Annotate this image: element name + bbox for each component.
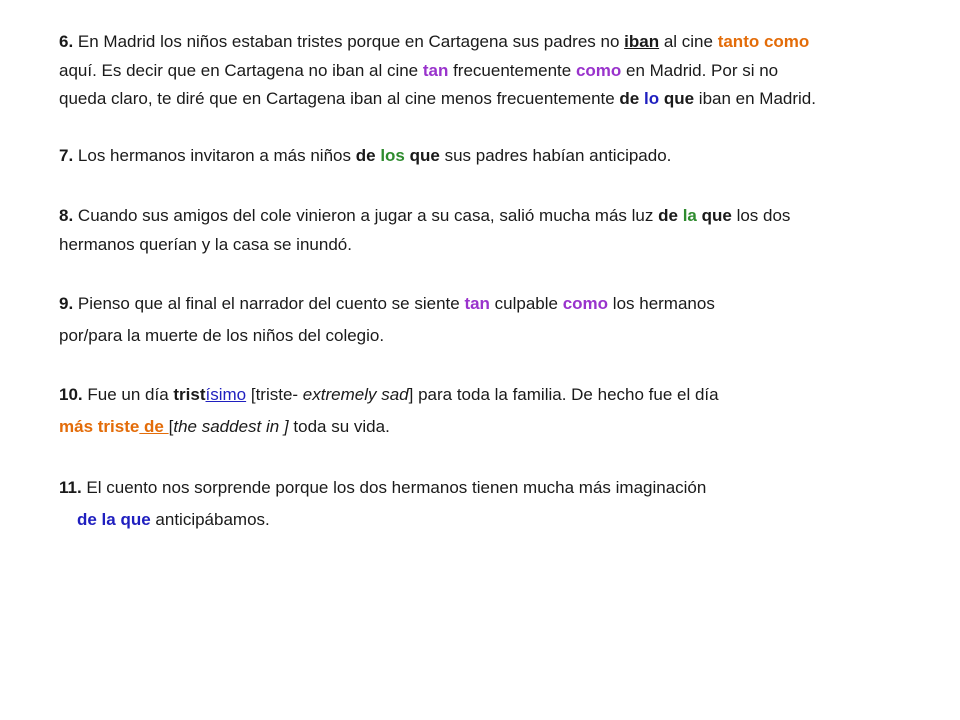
text: Los hermanos invitaron a más niños — [73, 146, 356, 165]
keyword-de: de — [139, 416, 169, 436]
item-number: 10. — [59, 385, 83, 404]
keyword-como: como — [575, 60, 622, 80]
keyword-que: que — [409, 146, 440, 165]
paragraph-7-line-1 — [59, 142, 939, 171]
text: Fue un día — [82, 385, 174, 404]
item-number: 9. — [59, 294, 74, 313]
item-number: 6. — [59, 32, 74, 51]
keyword-la: la — [682, 206, 697, 225]
paragraph-8-line-1 — [59, 202, 939, 231]
keyword-como: como — [562, 294, 609, 313]
paragraph-9-line-1 — [59, 290, 939, 319]
text: [ — [168, 416, 174, 436]
text: Pienso que al final el narrador del cuento se siente — [73, 294, 465, 313]
text: queda claro, te diré que en Cartagena iban al cine menos frecuentemente — [59, 89, 620, 108]
keyword-tan: tan — [422, 60, 449, 80]
text: en Madrid. Por si no — [621, 60, 779, 80]
text: sus padres habían anticipado. — [439, 146, 672, 165]
paragraph-8-line-2: hermanos querían y la casa se inundó. — [59, 234, 352, 254]
item-number: 7. — [59, 146, 74, 165]
paragraph-6-line-1 — [59, 28, 939, 57]
text: ] para toda la familia. De hecho fue el día — [408, 385, 719, 404]
paragraph-9 — [59, 290, 939, 350]
paragraph-11-line-1 — [59, 474, 939, 503]
keyword-los: los — [380, 146, 405, 165]
paragraph-10 — [59, 381, 939, 441]
keyword-de: de — [355, 146, 376, 165]
text: [triste- — [246, 385, 303, 404]
paragraph-9-line-2: por/para la muerte de los niños del colegio. — [59, 325, 385, 345]
text: los hermanos — [608, 294, 715, 313]
gloss-the-saddest-in: the saddest in ] — [173, 416, 289, 436]
text: Cuando sus amigos del cole vinieron a jugar a su casa, salió mucha más luz — [73, 206, 659, 225]
keyword-isimo: ísimo — [205, 385, 247, 404]
text: En Madrid los niños estaban tristes porque en Cartagena sus padres no — [73, 32, 625, 51]
text: los dos — [731, 206, 791, 225]
keyword-de-la-que: de la que — [77, 509, 151, 529]
item-number: 8. — [59, 206, 74, 225]
paragraph-6-line-3 — [59, 85, 939, 114]
paragraph-6-line-2 — [59, 57, 939, 86]
text: aquí. Es decir que en Cartagena no iban al cine — [59, 60, 423, 80]
text: frecuentemente — [448, 60, 576, 80]
keyword-mas-triste: más triste — [59, 416, 140, 436]
item-number: 11. — [59, 478, 82, 497]
text: iban en Madrid. — [694, 89, 816, 108]
paragraph-10-line-2 — [59, 413, 939, 442]
gloss-extremely-sad: extremely sad — [302, 385, 409, 404]
paragraph-11-line-2 — [59, 506, 939, 535]
keyword-trist: trist — [173, 385, 206, 404]
keyword-tanto-como: tanto como — [717, 32, 810, 51]
keyword-iban: iban — [624, 32, 660, 51]
keyword-de: de — [658, 206, 678, 225]
text: culpable — [489, 294, 563, 313]
paragraph-11 — [59, 474, 939, 534]
text: toda su vida. — [288, 416, 390, 436]
paragraph-6 — [59, 28, 939, 114]
paragraph-7 — [59, 142, 939, 171]
keyword-lo: lo — [644, 89, 660, 108]
keyword-que: que — [663, 89, 695, 108]
keyword-que: que — [701, 206, 732, 225]
text: El cuento nos sorprende porque los dos hermanos tienen mucha más imaginación — [81, 478, 707, 497]
text: al cine — [659, 32, 718, 51]
text: anticipábamos. — [150, 509, 270, 529]
keyword-de: de — [619, 89, 640, 108]
paragraph-8 — [59, 202, 939, 259]
keyword-tan: tan — [464, 294, 490, 313]
paragraph-10-line-1 — [59, 381, 939, 410]
